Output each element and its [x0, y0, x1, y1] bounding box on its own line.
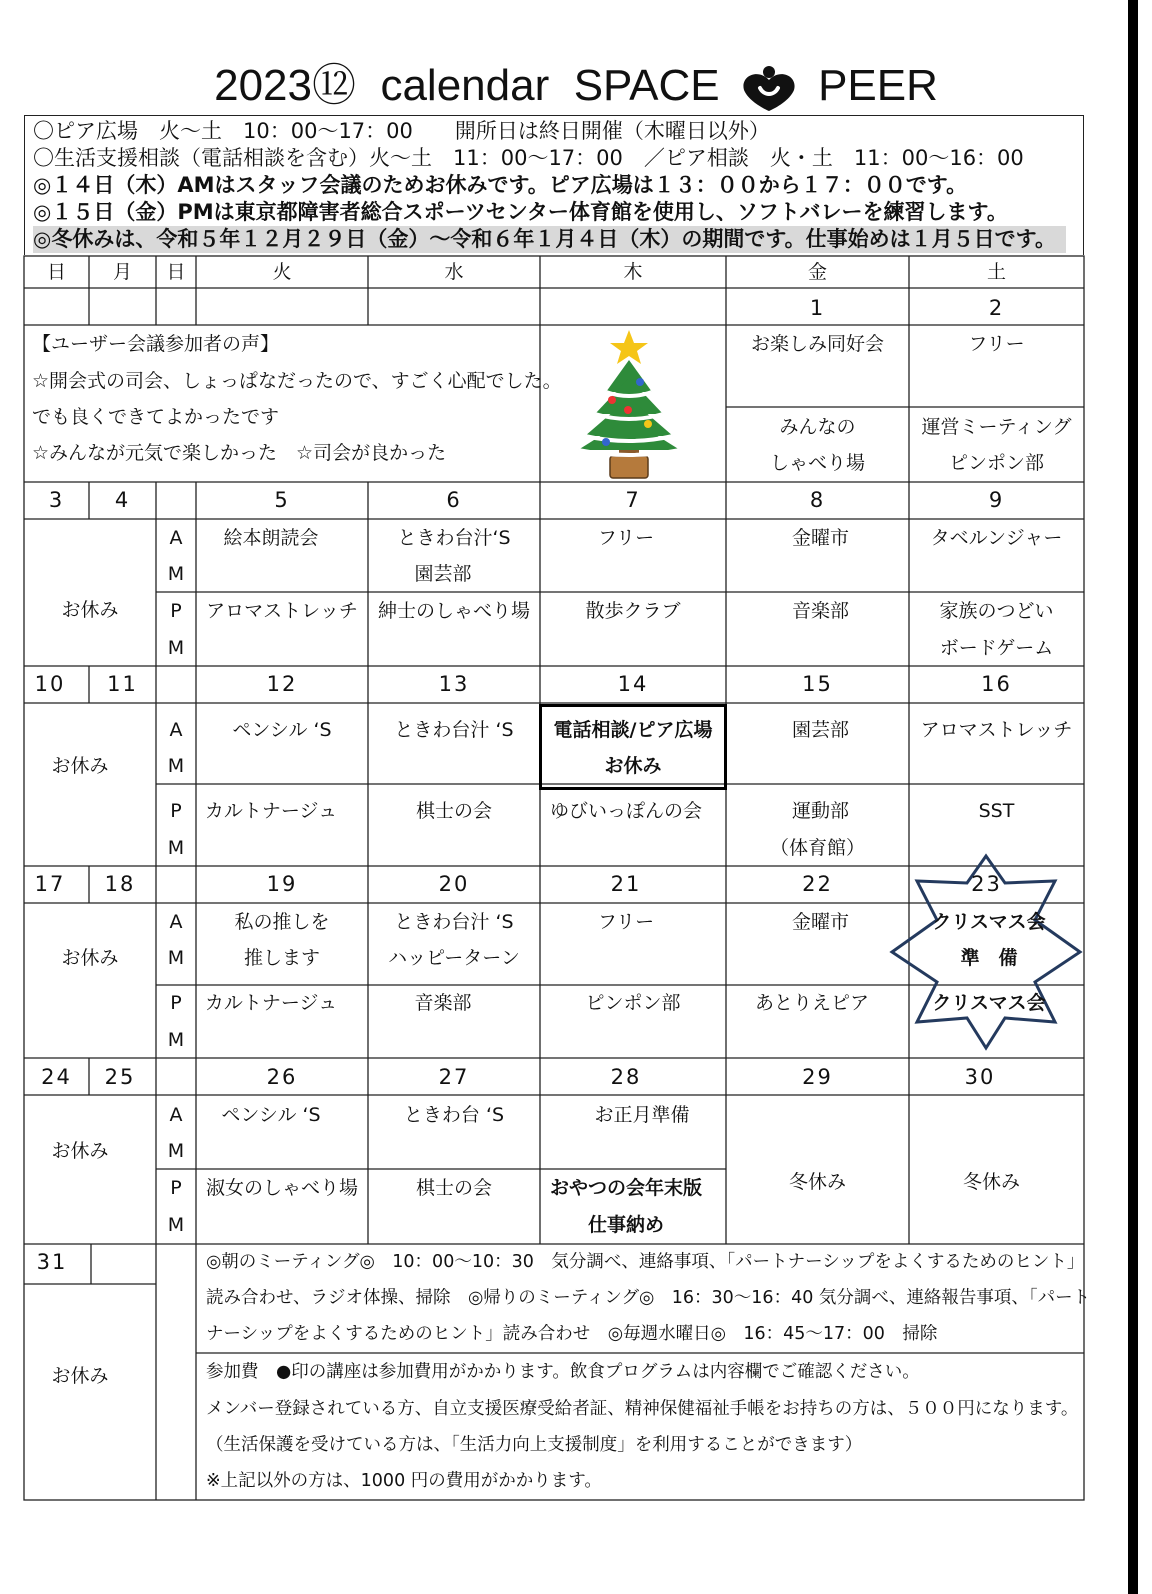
date-31: 31: [36, 1250, 68, 1274]
event-23-am-l2: 準 備: [960, 947, 1018, 969]
event-9-pm-l2: ボードゲーム: [939, 637, 1054, 659]
notes-fee-l3: （生活保護を受けている方は、「生活力向上支援制度」を利用することができます）: [206, 1435, 863, 1455]
date-3: 3: [48, 488, 65, 512]
ampm-p: P: [170, 992, 182, 1014]
event-7-am: フリー: [597, 527, 655, 549]
date-2: 2: [988, 296, 1005, 320]
event-28-pm-l2: 仕事納め: [587, 1214, 664, 1236]
title-word: calendar: [380, 61, 550, 110]
ampm-a: A: [169, 527, 183, 549]
date-1: 1: [809, 296, 826, 320]
event-22-am: 金曜市: [791, 911, 849, 933]
info-line-hours: 〇ピア広場 火〜土 10：00〜17：00 開所日は終日開催（木曜日以外）: [33, 119, 770, 143]
event-16-am: アロマストレッチ: [920, 719, 1073, 741]
event-1-bottom-l1: みんなの: [779, 416, 856, 438]
event-2-bottom-l2: ピンポン部: [948, 452, 1044, 474]
date-20: 20: [438, 872, 470, 896]
event-1-top: お楽しみ同好会: [750, 333, 884, 355]
event-8-am: 金曜市: [791, 527, 849, 549]
event-12-am: ペンシル ‘S: [232, 719, 332, 741]
event-15-pm-l1: 運動部: [791, 800, 849, 822]
date-5: 5: [274, 488, 290, 512]
weekday-mon: 月: [112, 261, 132, 283]
title-year: 2023⑫: [214, 61, 356, 110]
weekday-sun2: 日: [166, 261, 186, 283]
event-28-pm-l1: おやつの会年末版: [549, 1177, 702, 1199]
weekday-wed: 水: [444, 261, 464, 283]
event-1-bottom-l2: しゃべり場: [769, 452, 865, 474]
event-14-am-l2: お休み: [604, 755, 662, 777]
off-week2: お休み: [51, 755, 109, 777]
off-week3: お休み: [61, 947, 119, 969]
date-4: 4: [114, 488, 131, 512]
ampm-m: M: [167, 837, 185, 859]
event-6-am-l1: ときわ台汁‘S: [397, 527, 511, 549]
weekday-sat: 土: [986, 261, 1006, 283]
info-line-14th: ◎１４日（木）AMはスタッフ会議のためお休みです。ピア広場は１３：００から１７：００です。: [33, 173, 968, 197]
date-26: 26: [266, 1065, 298, 1089]
notes-meeting-l3: ナーシップをよくするためのヒント」読み合わせ ◎毎週水曜日◎ 16：45〜17：00 掃除: [206, 1324, 938, 1344]
event-26-am: ペンシル ‘S: [221, 1104, 321, 1126]
date-25: 25: [104, 1065, 136, 1089]
brand-right: PEER: [818, 61, 938, 110]
event-9-pm-l1: 家族のつどい: [939, 600, 1054, 622]
event-15-pm-l2: （体育館）: [769, 837, 865, 859]
date-30: 30: [964, 1065, 996, 1089]
date-9: 9: [988, 488, 1005, 512]
event-8-pm: 音楽部: [791, 600, 849, 622]
date-22: 22: [802, 872, 833, 896]
ampm-p: P: [170, 1177, 182, 1199]
event-26-pm: 淑女のしゃべり場: [205, 1177, 358, 1199]
weekday-tue: 火: [272, 261, 292, 283]
voice-heading: 【ユーザー会議参加者の声】: [32, 333, 280, 355]
date-6: 6: [446, 488, 462, 512]
notes-fee-l4: ※上記以外の方は、1000 円の費用がかかります。: [206, 1471, 602, 1491]
notes-fee-l1: 参加費 ●印の講座は参加費用がかかります。飲食プログラムは内容欄でご確認ください。: [206, 1362, 920, 1382]
off-week1: お休み: [61, 599, 119, 621]
event-23-am-l1: クリスマス会: [932, 911, 1046, 933]
date-28: 28: [610, 1065, 642, 1089]
event-13-am: ときわ台汁 ‘S: [394, 719, 514, 741]
event-21-am: フリー: [597, 911, 655, 933]
date-19: 19: [266, 872, 298, 896]
date-17: 17: [34, 872, 66, 896]
event-12-pm: カルトナージュ: [204, 800, 338, 822]
event-20-am-l2: ハッピーターン: [388, 947, 520, 969]
event-23-pm: クリスマス会: [932, 992, 1046, 1014]
ampm-m: M: [167, 637, 185, 659]
event-15-am: 園芸部: [791, 719, 849, 741]
event-22-pm: あとりえピア: [754, 992, 869, 1014]
event-7-pm: 散歩クラブ: [585, 600, 681, 622]
christmas-tree-icon: [578, 330, 680, 478]
event-27-pm: 棋士の会: [415, 1177, 492, 1199]
voice-line-2: でも良くできてよかったです: [32, 406, 280, 428]
event-2-top: フリー: [968, 333, 1025, 355]
ampm-m: M: [167, 1214, 185, 1236]
event-6-pm: 紳士のしゃべり場: [377, 600, 530, 622]
date-12: 12: [266, 672, 298, 696]
date-8: 8: [809, 488, 826, 512]
winter-break-30: 冬休み: [962, 1171, 1020, 1193]
info-line-15th: ◎１５日（金）PMは東京都障害者総合スポーツセンター体育館を使用し、ソフトバレーを練習します。: [33, 200, 1008, 224]
event-5-pm: アロマストレッチ: [206, 600, 358, 622]
event-19-am-l2: 推します: [243, 947, 320, 969]
date-13: 13: [438, 672, 470, 696]
date-29: 29: [802, 1065, 833, 1089]
info-line-winter: ◎冬休みは、令和５年１２月２９日（金）〜令和６年１月４日（木）の期間です。仕事始めは１月５日です。: [33, 226, 1066, 253]
voice-line-3: ☆みんなが元気で楽しかった ☆司会が良かった: [32, 442, 447, 464]
event-14-am-l1: 電話相談/ピア広場: [553, 719, 713, 741]
event-5-am: 絵本朗読会: [223, 527, 319, 549]
ampm-m: M: [167, 1140, 185, 1162]
ampm-a: A: [169, 1104, 183, 1126]
ampm-m: M: [167, 1029, 185, 1051]
date-10: 10: [34, 672, 66, 696]
winter-break-29: 冬休み: [788, 1171, 846, 1193]
weekday-sun1: 日: [46, 261, 66, 283]
event-19-pm: カルトナージュ: [204, 992, 338, 1014]
event-28-am: お正月準備: [594, 1104, 690, 1126]
event-27-am: ときわ台 ‘S: [403, 1104, 505, 1126]
date-24: 24: [41, 1065, 72, 1089]
ampm-m: M: [167, 755, 185, 777]
event-14-pm: ゆびいっぽんの会: [549, 800, 702, 822]
event-13-pm: 棋士の会: [415, 800, 492, 822]
ampm-m: M: [167, 563, 185, 585]
date-7: 7: [625, 488, 641, 512]
voice-line-1: ☆開会式の司会、しょっぱなだったので、すごく心配でした。: [32, 370, 562, 392]
date-16: 16: [981, 672, 1012, 696]
date-27: 27: [438, 1065, 470, 1089]
event-20-am-l1: ときわ台汁 ‘S: [394, 911, 514, 933]
off-week4: お休み: [51, 1140, 109, 1162]
event-16-pm: SST: [978, 800, 1015, 822]
info-line-consult: 〇生活支援相談（電話相談を含む）火〜土 11：00〜17：00 ／ピア相談 火・土 11：00〜16：00: [33, 146, 1024, 170]
date-14: 14: [617, 672, 649, 696]
ampm-a: A: [169, 911, 183, 933]
event-2-bottom-l1: 運営ミーティング: [921, 416, 1072, 438]
event-21-pm: ピンポン部: [585, 992, 681, 1014]
brand-left: SPACE: [573, 61, 720, 110]
date-18: 18: [104, 872, 136, 896]
date-21: 21: [610, 872, 642, 896]
date-11: 11: [107, 672, 138, 696]
weekday-fri: 金: [807, 261, 827, 283]
off-week5: お休み: [51, 1365, 109, 1387]
weekday-thu: 木: [623, 261, 643, 283]
event-20-pm: 音楽部: [414, 992, 472, 1014]
ampm-p: P: [170, 800, 182, 822]
notes-fee-l2: メンバー登録されている方、自立支援医療受給者証、精神保健福祉手帳をお持ちの方は、５００円になります。: [206, 1399, 1079, 1419]
ampm-a: A: [169, 719, 183, 741]
ampm-m: M: [167, 947, 185, 969]
notes-meeting-l2: 読み合わせ、ラジオ体操、掃除 ◎帰りのミーティング◎ 16：30〜16：40 気分調べ、連絡報告事項、「パート: [206, 1288, 1091, 1308]
event-19-am-l1: 私の推しを: [234, 911, 330, 933]
notes-meeting-l1: ◎朝のミーティング◎ 10：00〜10：30 気分調べ、連絡事項、「パートナーシップをよくするためのヒント」: [206, 1252, 1085, 1272]
ampm-p: P: [170, 600, 182, 622]
event-6-am-l2: 園芸部: [414, 563, 472, 585]
date-23: 23: [971, 872, 1002, 896]
event-9-am: タベルンジャー: [930, 527, 1063, 549]
date-15: 15: [802, 672, 833, 696]
